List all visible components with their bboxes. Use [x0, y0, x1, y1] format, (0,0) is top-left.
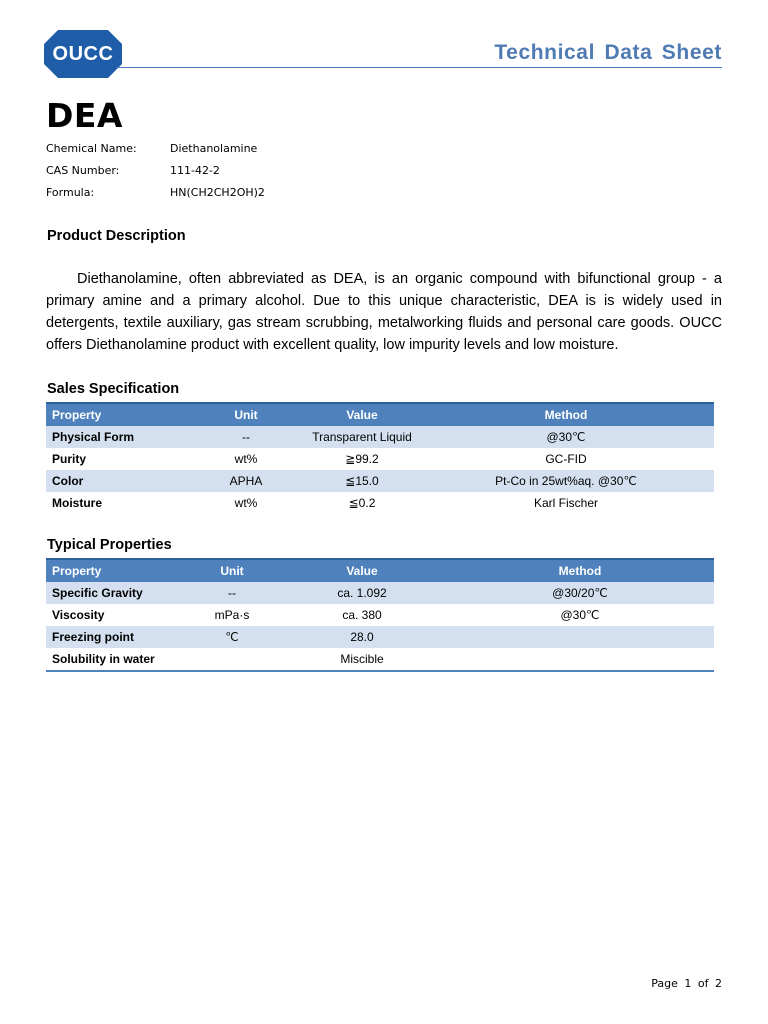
cell-value: 28.0: [278, 626, 446, 648]
cell-method: GC-FID: [545, 452, 587, 466]
cell-unit: ℃: [186, 626, 278, 648]
cell-property: Specific Gravity: [46, 582, 186, 604]
product-description-heading: Product Description: [47, 228, 186, 244]
sales-specification-table: [46, 402, 714, 514]
table-row: [46, 648, 714, 671]
cell-method: @30℃: [418, 426, 714, 448]
logo-text: OUCC: [52, 43, 114, 65]
meta-value: Diethanolamine: [170, 142, 258, 155]
typical-properties-heading: Typical Properties: [47, 537, 172, 553]
cell-value: Transparent Liquid: [306, 426, 418, 448]
cell-property: Solubility in water: [46, 648, 186, 671]
cell-value: ≧99.2: [345, 452, 379, 466]
column-header-method: Method: [446, 559, 714, 582]
cell-value: ≦15.0: [306, 470, 418, 492]
table-row: [46, 426, 714, 448]
cell-unit: wt%: [234, 496, 258, 510]
table-row: [46, 492, 714, 514]
cell-method: Pt-Co in 25wt%aq. @30℃: [418, 470, 714, 492]
cell-unit: [186, 648, 278, 671]
meta-value: HN(CH2CH2OH)2: [170, 186, 265, 199]
cell-property: Moisture: [52, 496, 103, 510]
table-row: [46, 470, 714, 492]
cell-method: [446, 626, 714, 648]
cell-property: Purity: [52, 452, 87, 466]
header-rule: [116, 67, 722, 68]
meta-value: 111-42-2: [170, 164, 220, 177]
column-header-unit: Unit: [186, 403, 306, 426]
table-header-row: [46, 559, 714, 582]
meta-label: Formula:: [46, 186, 95, 199]
cell-property: Viscosity: [52, 608, 105, 622]
product-description-text: Diethanolamine, often abbreviated as DEA, is an organic compound with bifunctional group - a primary amine and a primary alcohol. Due to this unique characteristic, DEA is is widely used in detergents, textile auxiliary, gas stream scrubbing, metalworking fluids and personal care goods. OUCC offers Diethanolamine product with excellent quality, low impurity levels and low moisture.: [46, 271, 722, 353]
table-row: [46, 604, 714, 626]
column-header-unit: Unit: [186, 559, 278, 582]
cell-unit: APHA: [186, 470, 306, 492]
column-header-property: Property: [46, 559, 186, 582]
column-header-value: Value: [278, 559, 446, 582]
column-header-method: Method: [418, 403, 714, 426]
cell-value: Miscible: [278, 648, 446, 671]
cell-unit: wt%: [234, 452, 258, 466]
meta-label: Chemical Name:: [46, 142, 137, 155]
cell-method: Karl Fischer: [533, 496, 598, 510]
typical-properties-table: [46, 558, 714, 672]
meta-row-cas-number: [46, 164, 265, 186]
meta-label: CAS Number:: [46, 164, 120, 177]
cell-method: [446, 648, 714, 671]
document-title: Technical Data Sheet: [494, 41, 722, 64]
table-header-row: [46, 403, 714, 426]
cell-value: ≦0.2: [348, 496, 376, 510]
cell-method: @30℃: [560, 608, 600, 622]
table-row: [46, 448, 714, 470]
product-meta: [46, 142, 265, 208]
cell-property: Freezing point: [46, 626, 186, 648]
cell-value: ca. 380: [342, 608, 382, 622]
sales-specification-heading: Sales Specification: [47, 381, 180, 397]
page-number: Page 1 of 2: [651, 977, 722, 990]
column-header-value: Value: [306, 403, 418, 426]
cell-method: @30/20℃: [446, 582, 714, 604]
oucc-logo: [44, 30, 122, 78]
meta-row-formula: [46, 186, 265, 208]
product-code: DEA: [46, 96, 123, 135]
cell-property: Physical Form: [46, 426, 186, 448]
meta-row-chemical-name: [46, 142, 265, 164]
cell-value: ca. 1.092: [278, 582, 446, 604]
cell-unit: mPa·s: [214, 608, 250, 622]
table-row: [46, 582, 714, 604]
cell-property: Color: [46, 470, 186, 492]
table-row: [46, 626, 714, 648]
cell-unit: --: [186, 426, 306, 448]
column-header-property: Property: [46, 403, 186, 426]
cell-unit: --: [186, 582, 278, 604]
